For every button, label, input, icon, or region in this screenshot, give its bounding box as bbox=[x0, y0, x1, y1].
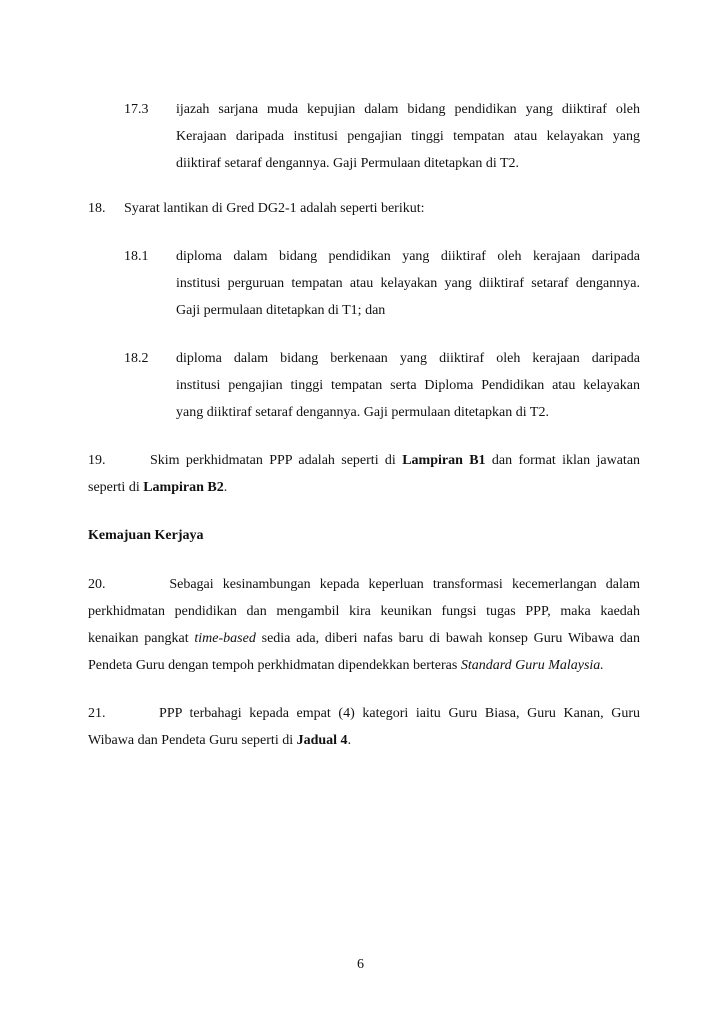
item-18-2-line-1: diploma dalam bidang berkenaan yang diiktiraf oleh kerajaan daripada bbox=[176, 351, 640, 366]
time-based-term: time-based bbox=[194, 631, 256, 646]
item-number-18-2: 18.2 bbox=[124, 351, 149, 366]
item-18-1-line-2: institusi perguruan tempatan atau kelayakan yang diiktiraf setaraf dengannya. bbox=[176, 276, 640, 291]
item-21-line-2 bbox=[88, 727, 640, 754]
item-19-text-a: Skim perkhidmatan PPP adalah seperti di bbox=[149, 453, 396, 468]
item-21-line-1 bbox=[88, 700, 640, 727]
item-19-paragraph bbox=[88, 447, 640, 501]
item-21-text-1: PPP terbahagi kepada empat (4) kategori iaitu Guru Biasa, Guru Kanan, Guru bbox=[159, 706, 640, 721]
section-heading: Kemajuan Kerjaya bbox=[88, 528, 204, 543]
item-21-paragraph bbox=[88, 700, 640, 754]
item-18-line-1: Syarat lantikan di Gred DG2-1 adalah seperti berikut: bbox=[124, 201, 425, 216]
item-19-end: . bbox=[223, 480, 228, 495]
jadual-4-ref: Jadual 4 bbox=[296, 733, 348, 748]
item-18-2-line-2: institusi pengajian tinggi tempatan serta Diploma Pendidikan atau kelayakan bbox=[176, 378, 640, 393]
item-19-line-1 bbox=[88, 447, 640, 474]
item-18-2-line-3: yang diiktiraf setaraf dengannya. Gaji permulaan ditetapkan di T2. bbox=[176, 405, 549, 420]
item-17-3-text bbox=[176, 96, 640, 177]
item-20-text-3b: sedia ada, diberi nafas baru di bawah konsep Guru Wibawa dan bbox=[261, 631, 641, 646]
item-19-text-b: dan format iklan jawatan bbox=[491, 453, 641, 468]
item-18-2-text bbox=[176, 345, 640, 426]
item-20-line-2: perkhidmatan pendidikan dan mengambil kira keunikan fungsi tugas PPP, maka kaedah bbox=[88, 604, 640, 619]
item-21-end: . bbox=[347, 733, 352, 748]
item-20-line-1 bbox=[88, 571, 640, 598]
item-number-18-1: 18.1 bbox=[124, 249, 149, 264]
item-20-text-1: Sebagai kesinambungan kepada keperluan transformasi kecemerlangan dalam bbox=[169, 577, 640, 592]
lampiran-b2-ref: Lampiran B2 bbox=[143, 480, 224, 495]
item-19-text-c: seperti di bbox=[88, 480, 140, 495]
item-20-text-4a: Pendeta Guru dengan tempoh perkhidmatan dipendekkan berteras bbox=[88, 658, 458, 673]
item-number-19: 19. bbox=[88, 453, 106, 468]
item-21-text-2a: Wibawa dan Pendeta Guru seperti di bbox=[88, 733, 294, 748]
item-20-line-3 bbox=[88, 625, 640, 652]
page-number: 6 bbox=[357, 957, 364, 972]
item-20-text-3a: kenaikan pangkat bbox=[88, 631, 189, 646]
item-17-3-line-1: ijazah sarjana muda kepujian dalam bidang pendidikan yang diiktiraf oleh bbox=[176, 102, 640, 117]
item-number-18: 18. bbox=[88, 201, 106, 216]
standard-guru-term: Standard Guru Malaysia. bbox=[460, 658, 604, 673]
item-18-text bbox=[124, 195, 640, 222]
item-17-3-line-2: Kerajaan daripada institusi pengajian tinggi tempatan atau kelayakan yang bbox=[176, 129, 640, 144]
item-19-line-2 bbox=[88, 474, 640, 501]
item-18-1-text bbox=[176, 243, 640, 324]
lampiran-b1-ref: Lampiran B1 bbox=[402, 453, 486, 468]
item-number-20: 20. bbox=[88, 577, 106, 592]
item-number-17-3: 17.3 bbox=[124, 102, 149, 117]
item-20-paragraph bbox=[88, 571, 640, 679]
item-17-3-line-3: diiktiraf setaraf dengannya. Gaji Permulaan ditetapkan di T2. bbox=[176, 156, 520, 171]
item-20-line-4 bbox=[88, 652, 640, 679]
item-18-1-line-1: diploma dalam bidang pendidikan yang diiktiraf oleh kerajaan daripada bbox=[176, 249, 640, 264]
item-18-1-line-3: Gaji permulaan ditetapkan di T1; dan bbox=[176, 303, 386, 318]
item-number-21: 21. bbox=[88, 706, 106, 721]
